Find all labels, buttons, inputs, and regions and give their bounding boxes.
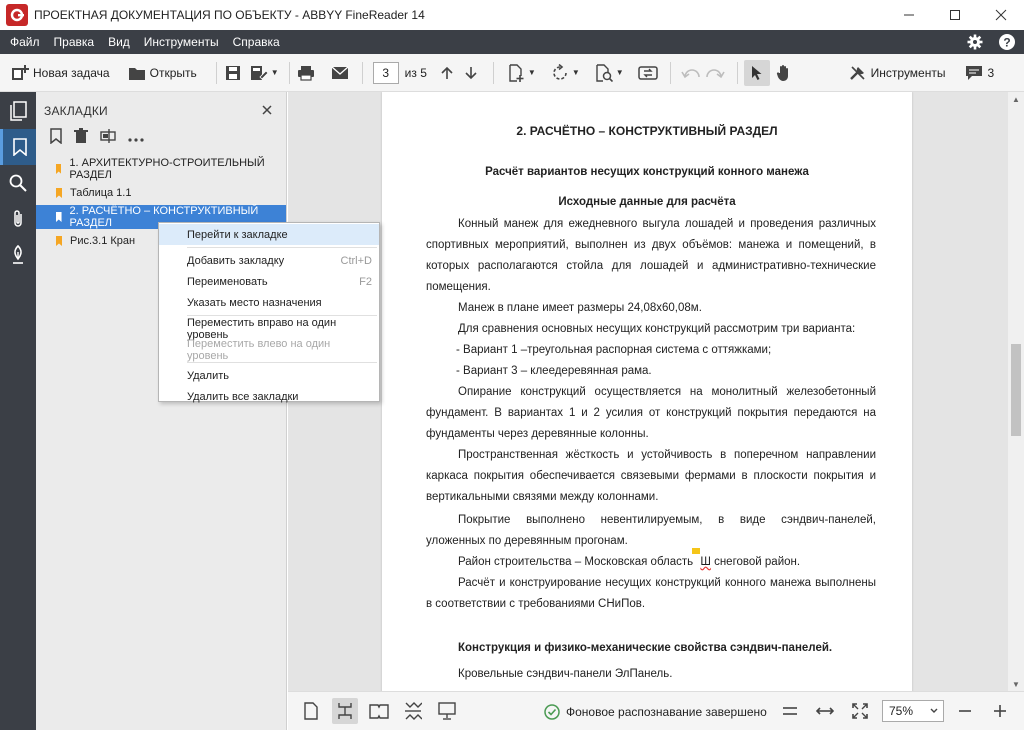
comments-count: 3: [987, 65, 995, 80]
recognize-dropdown-arrow[interactable]: ▼: [615, 68, 624, 77]
tools-wrench-icon: [849, 64, 867, 82]
doc-paragraph: Покрытие выполнено невентилируемым, в виде сэндвич-панелей, уложенных по деревянным прогонам.: [426, 514, 876, 547]
tools-label: Инструменты: [870, 65, 946, 80]
toolbar-divider: [670, 62, 671, 84]
doc-paragraph: Манеж в плане имеет размеры 24,08х60,08м.: [458, 302, 702, 314]
menu-item-set-destination[interactable]: [159, 292, 379, 313]
main-toolbar: [0, 54, 1024, 92]
bookmark-context-menu: [158, 222, 380, 402]
redo-icon: [705, 63, 725, 83]
zoom-in-icon[interactable]: [993, 704, 1007, 721]
doc-text: снеговой район.: [710, 556, 801, 568]
menu-item-move-right[interactable]: [159, 318, 379, 339]
rename-bookmark-icon[interactable]: [100, 128, 116, 147]
close-window-button[interactable]: [978, 0, 1024, 30]
bookmark-label: 1. АРХИТЕКТУРНО-СТРОИТЕЛЬНЫЙ РАЗДЕЛ: [69, 157, 265, 181]
settings-gear-icon[interactable]: [966, 33, 984, 51]
menu-bar: [0, 30, 1024, 54]
menu-divider: [187, 362, 377, 363]
menu-view[interactable]: Вид: [108, 35, 130, 49]
signatures-pen-icon[interactable]: [0, 237, 36, 273]
scroll-down-arrow-icon[interactable]: ▼: [1012, 679, 1020, 689]
hand-pan-icon[interactable]: [774, 63, 794, 83]
doc-text: Район строительства – Московская область: [458, 556, 697, 568]
help-icon[interactable]: [998, 33, 1016, 51]
save-dropdown-arrow[interactable]: ▼: [270, 68, 279, 77]
toolbar-divider: [737, 62, 738, 84]
menu-tools[interactable]: Инструменты: [143, 35, 219, 49]
menu-help[interactable]: Справка: [232, 35, 280, 49]
print-icon[interactable]: [296, 63, 316, 83]
pages-panel-icon[interactable]: [0, 93, 36, 129]
menu-shortcut: Ctrl+D: [340, 254, 372, 267]
menu-file[interactable]: Файл: [10, 35, 40, 49]
bookmarks-panel: [36, 92, 287, 730]
vertical-scrollbar[interactable]: [1008, 92, 1024, 691]
doc-paragraph: [426, 552, 876, 573]
open-label: Открыть: [149, 65, 197, 80]
select-pointer-icon[interactable]: [744, 60, 770, 86]
email-icon[interactable]: [330, 63, 350, 83]
scroll-up-arrow-icon[interactable]: ▲: [1012, 94, 1020, 104]
new-task-label: Новая задача: [33, 65, 110, 80]
two-page-view-icon[interactable]: [366, 698, 392, 724]
spelling-error-mark[interactable]: Ш: [700, 556, 711, 568]
maximize-button[interactable]: [932, 0, 978, 30]
close-panel-icon[interactable]: [262, 102, 272, 119]
rotate-dropdown-arrow[interactable]: ▼: [571, 68, 580, 77]
menu-item-label: Переместить влево на один уровень: [187, 337, 331, 362]
bookmarks-panel-icon[interactable]: [0, 129, 36, 165]
more-options-icon[interactable]: [128, 131, 144, 145]
zoom-select[interactable]: [882, 700, 944, 722]
previous-page-arrow-icon[interactable]: [437, 63, 457, 83]
single-page-view-icon[interactable]: [298, 698, 324, 724]
menu-item-label: Добавить закладку: [187, 254, 285, 267]
window-title: ПРОЕКТНАЯ ДОКУМЕНТАЦИЯ ПО ОБЪЕКТУ - ABBYY FineReader 14: [34, 8, 425, 22]
attachments-paperclip-icon[interactable]: [0, 201, 36, 237]
toolbar-divider: [289, 62, 290, 84]
tools-button[interactable]: [844, 59, 951, 87]
menu-item-label: Указать место назначения: [187, 296, 322, 309]
status-bar: [288, 691, 1024, 730]
new-task-button[interactable]: [6, 59, 115, 87]
menu-item-label: Переименовать: [187, 275, 268, 288]
save-icon[interactable]: [223, 63, 243, 83]
doc-paragraph: Расчёт и конструирование несущих конструкций конного манежа выполнены в соответствии с требованиями СНиПов.: [426, 577, 876, 610]
bookmark-item[interactable]: [36, 181, 286, 205]
page-count-label: из 5: [404, 65, 427, 80]
menu-item-label: Удалить все закладки: [187, 390, 299, 403]
menu-item-label: Перейти к закладке: [187, 228, 288, 241]
menu-item-label: Удалить: [187, 369, 229, 382]
fit-width-view-icon[interactable]: [332, 698, 358, 724]
menu-item-goto-bookmark[interactable]: [159, 224, 379, 245]
bookmark-label: Таблица 1.1: [70, 187, 132, 199]
svg-text:?: ?: [1003, 35, 1011, 50]
fit-page-expand-icon[interactable]: [852, 703, 868, 722]
add-bookmark-icon[interactable]: [50, 128, 62, 147]
bookmark-flag-icon: [56, 164, 61, 174]
doc-list-item: - Вариант 1 –треугольная распорная система с оттяжками;: [456, 344, 772, 356]
document-view[interactable]: [288, 92, 1008, 691]
scroll-pages-view-icon[interactable]: [400, 698, 426, 724]
abbyy-logo-icon: [6, 4, 28, 26]
comment-note-icon[interactable]: [692, 548, 700, 554]
menu-shortcut: F2: [359, 275, 372, 288]
add-page-dropdown-arrow[interactable]: ▼: [527, 68, 536, 77]
doc-list-item: - Вариант 3 – клеедеревянная рама.: [456, 365, 652, 377]
compare-icon[interactable]: [638, 63, 658, 83]
undo-icon: [681, 63, 701, 83]
side-rail: [0, 92, 36, 730]
comment-icon: [965, 65, 983, 81]
toolbar-divider: [362, 62, 363, 84]
doc-paragraph: Опирание конструкций осуществляется на монолитный железобетонный фундамент. В вариантах 1 и 2 усилия от конструкций покрытия передаются на фундаменты через деревянные колонны.: [426, 386, 876, 440]
comments-button[interactable]: [960, 59, 999, 87]
menu-item-add-bookmark[interactable]: [159, 250, 379, 271]
bookmark-label: Рис.3.1 Кран: [70, 235, 136, 247]
menu-item-label: Переместить вправо на один уровень: [187, 316, 337, 341]
delete-bookmark-trash-icon[interactable]: [74, 128, 88, 147]
bookmarks-panel-title: ЗАКЛАДКИ: [44, 104, 108, 118]
bookmark-label: 2. РАСЧЁТНО – КОНСТРУКТИВНЫЙ РАЗДЕЛ: [69, 205, 259, 229]
toolbar-divider: [493, 62, 494, 84]
title-bar: [0, 0, 1024, 30]
menu-edit[interactable]: Правка: [53, 35, 95, 49]
bookmark-flag-icon: [56, 188, 62, 198]
recognize-page-icon[interactable]: [594, 63, 614, 83]
rotate-icon[interactable]: [550, 63, 570, 83]
minimize-button[interactable]: [886, 0, 932, 30]
save-as-icon[interactable]: [249, 63, 269, 83]
check-circle-icon: [544, 704, 560, 720]
bookmark-flag-icon: [56, 236, 62, 246]
next-page-arrow-icon[interactable]: [461, 63, 481, 83]
doc-paragraph: Для сравнения основных несущих конструкций рассмотрим три варианта:: [458, 323, 856, 335]
scroll-thumb[interactable]: [1011, 344, 1021, 436]
doc-bold-heading: Конструкция и физико-механические свойства сэндвич-панелей.: [458, 642, 833, 654]
bookmark-item[interactable]: [36, 157, 286, 181]
recognition-status: [544, 704, 767, 720]
fit-width-icon[interactable]: [782, 704, 798, 721]
search-icon[interactable]: [0, 165, 36, 201]
doc-input-heading: Исходные данные для расчёта: [558, 196, 736, 208]
toolbar-divider: [216, 62, 217, 84]
doc-subheading: Расчёт вариантов несущих конструкций конного манежа: [485, 166, 809, 178]
page-number-input[interactable]: 3: [373, 62, 399, 84]
recognition-status-text: Фоновое распознавание завершено: [566, 705, 767, 719]
doc-paragraph: Пространственная жёсткость и устойчивость в поперечном направлении каркаса покрытия обеспечивается связевыми фермами в плоскости покрытия и вертикальными связями между колоннами.: [426, 449, 876, 503]
doc-paragraph: Кровельные сэндвич-панели ЭлПанель.: [458, 668, 673, 680]
menu-item-delete-all[interactable]: [159, 386, 379, 407]
fullscreen-presentation-icon[interactable]: [434, 698, 460, 724]
bookmark-flag-icon: [56, 212, 62, 222]
add-page-icon[interactable]: [506, 63, 526, 83]
folder-icon: [128, 65, 146, 81]
menu-item-move-left: [159, 339, 379, 360]
document-page: [382, 92, 912, 691]
menu-item-delete[interactable]: [159, 365, 379, 386]
doc-section-heading: 2. РАСЧЁТНО – КОНСТРУКТИВНЫЙ РАЗДЕЛ: [516, 124, 778, 138]
doc-paragraph: Конный манеж для ежедневного выгула лошадей и проведения различных спортивных мероприятий, выполнен из двух объёмов: манежа и помещений, в которых располагаются стойла для лошадей и административно-технические помещения.: [426, 218, 876, 293]
zoom-value: 75%: [889, 704, 914, 718]
new-task-icon: [11, 64, 29, 82]
menu-divider: [187, 247, 377, 248]
open-button[interactable]: [123, 59, 202, 87]
zoom-dropdown-chevron-icon: [929, 701, 939, 728]
fit-page-width-arrows-icon[interactable]: [816, 704, 834, 721]
zoom-out-icon[interactable]: [958, 704, 972, 721]
menu-item-rename[interactable]: [159, 271, 379, 292]
